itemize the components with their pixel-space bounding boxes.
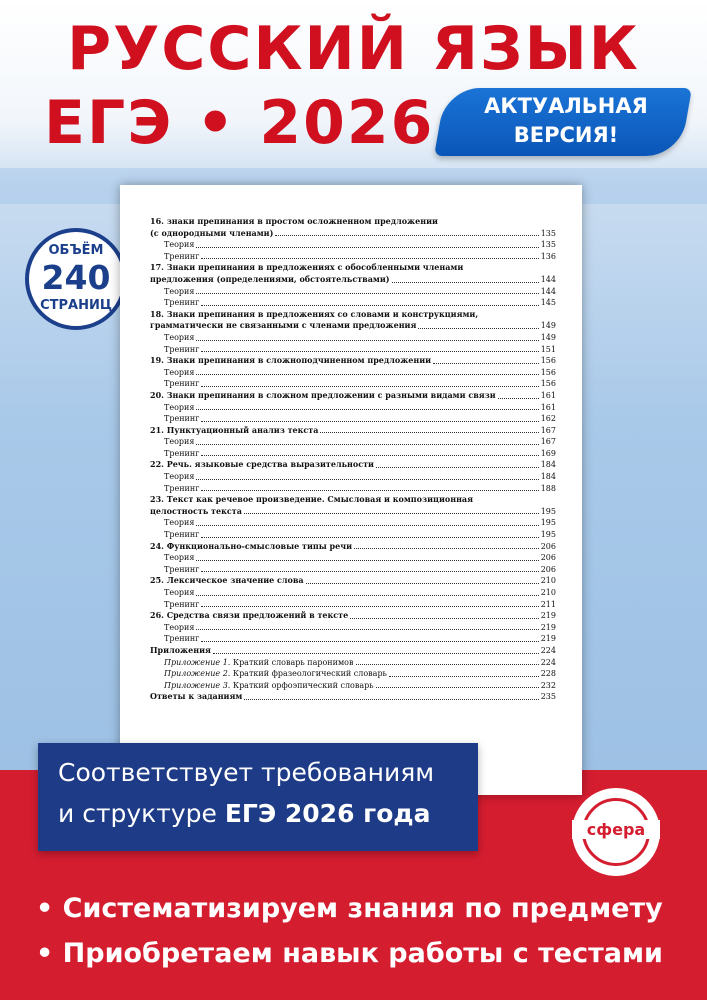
toc-page-number: 219 [540, 634, 556, 644]
toc-row [150, 541, 556, 553]
toc-leader-dots [196, 340, 538, 341]
toc-row [150, 390, 556, 402]
toc-entry-label: грамматически не связанными с членами предложения [150, 320, 417, 331]
toc-entry-label: целостность текста [150, 505, 242, 516]
toc-row [150, 286, 556, 298]
toc-entry-label: Тренинг [164, 298, 200, 308]
toc-row [150, 262, 556, 274]
toc-appendix-label: Приложение 3. [164, 680, 231, 690]
toc-row [150, 332, 556, 344]
toc-row [150, 633, 556, 645]
toc-leader-dots [201, 606, 538, 607]
toc-page-number: 219 [540, 611, 556, 621]
banner-exam-highlight: ЕГЭ 2026 года [224, 799, 431, 828]
toc-page-number: 167 [540, 425, 556, 435]
toc-row [150, 506, 556, 518]
compliance-banner [38, 743, 478, 851]
toc-row [150, 448, 556, 460]
toc-page-number: 224 [540, 657, 556, 667]
toc-appendix-title: Краткий орфоэпический словарь [230, 680, 374, 690]
toc-row [150, 599, 556, 611]
toc-entry-label: Тренинг [164, 634, 200, 644]
toc-leader-dots [320, 432, 538, 433]
toc-page-number: 149 [540, 332, 556, 342]
toc-page-number: 228 [540, 669, 556, 679]
toc-entry-label: 26. Средства связи предложений в тексте [150, 610, 349, 621]
toc-page-number: 232 [540, 680, 556, 690]
toc-page-number: 144 [540, 286, 556, 296]
toc-page-number: 210 [540, 576, 556, 586]
toc-entry-label: Теория [164, 472, 195, 482]
badge-line-1: АКТУАЛЬНАЯ [484, 94, 648, 118]
toc-row [150, 228, 556, 240]
feature-bullet-1: • Систематизируем знания по предмету [36, 893, 663, 924]
page-count-number: 240 [41, 258, 111, 297]
toc-entry-label: Тренинг [164, 379, 200, 389]
toc-entry-label [150, 668, 387, 680]
toc-appendix-title: Краткий фразеологический словарь [230, 669, 387, 679]
toc-page-number: 135 [540, 228, 556, 238]
toc-row [150, 680, 556, 692]
toc-page-number: 156 [540, 379, 556, 389]
toc-row [150, 320, 556, 332]
toc-page-number: 195 [540, 518, 556, 528]
toc-row [150, 436, 556, 448]
toc-row [150, 668, 556, 680]
toc-entry-label: Теория [164, 286, 195, 296]
feature-bullet-2: • Приобретаем навык работы с тестами [36, 938, 663, 969]
toc-row [150, 309, 556, 321]
toc-page-number: 195 [540, 530, 556, 540]
toc-row [150, 367, 556, 379]
toc-leader-dots [201, 258, 538, 259]
toc-leader-dots [196, 560, 538, 561]
banner-line-2-prefix: и структуре [58, 799, 225, 828]
toc-leader-dots [354, 548, 539, 549]
toc-entry-label: Теория [164, 437, 195, 447]
toc-leader-dots [433, 363, 539, 364]
toc-page-number: 167 [540, 437, 556, 447]
toc-page-number: 144 [540, 274, 556, 284]
toc-page-number: 149 [540, 321, 556, 331]
toc-leader-dots [356, 664, 539, 665]
toc-leader-dots [196, 247, 538, 248]
toc-page-number: 184 [540, 472, 556, 482]
toc-row [150, 610, 556, 622]
publisher-name: сфера [572, 820, 660, 839]
toc-entry-label: 23. Текст как речевое произведение. Смысловая и композиционная [150, 494, 474, 505]
banner-line-1: Соответствует требованиям [58, 758, 435, 787]
toc-entry-label: Теория [164, 332, 195, 342]
pages-label: СТРАНИЦ [40, 298, 112, 313]
toc-appendix-label: Приложение 2. [164, 669, 231, 679]
toc-leader-dots [376, 687, 539, 688]
toc-row [150, 297, 556, 309]
toc-leader-dots [201, 641, 538, 642]
toc-entry-label: Теория [164, 240, 195, 250]
toc-leader-dots [201, 386, 538, 387]
badge-text [456, 92, 676, 150]
toc-entry-label: Тренинг [164, 448, 200, 458]
toc-leader-dots [376, 467, 539, 468]
toc-entry-label [150, 657, 354, 669]
toc-entry-label: Ответы к заданиям [150, 691, 243, 702]
toc-leader-dots [275, 235, 538, 236]
volume-label: ОБЪЁМ [48, 243, 104, 258]
toc-row [150, 344, 556, 356]
toc-page-number: 206 [540, 564, 556, 574]
toc-row [150, 425, 556, 437]
toc-row [150, 552, 556, 564]
toc-row [150, 483, 556, 495]
toc-entry-label: Тренинг [164, 564, 200, 574]
toc-entry-label: Теория [164, 622, 195, 632]
toc-entry-label: Тренинг [164, 530, 200, 540]
publisher-logo [569, 785, 663, 879]
toc-leader-dots [196, 629, 538, 630]
toc-leader-dots [196, 444, 538, 445]
toc-entry-label: Тренинг [164, 483, 200, 493]
toc-page-number: 162 [540, 414, 556, 424]
toc-entry-label: 22. Речь. языковые средства выразительности [150, 459, 374, 470]
toc-leader-dots [201, 490, 538, 491]
toc-page-number: 210 [540, 588, 556, 597]
toc-entry-label: Теория [164, 588, 195, 597]
toc-page-number: 169 [540, 448, 556, 458]
toc-page-number: 206 [540, 553, 556, 563]
toc-leader-dots [201, 351, 538, 352]
toc-leader-dots [244, 513, 539, 514]
toc-entry-label: 16. знаки препинания в простом осложненном предложении [150, 216, 438, 226]
toc-page-number: 206 [540, 541, 556, 551]
contents-page-preview [120, 185, 582, 795]
toc-row [150, 378, 556, 390]
toc-appendix-label: Приложение 1. [164, 657, 231, 667]
book-title: РУССКИЙ ЯЗЫК [67, 14, 640, 84]
toc-leader-dots [201, 421, 538, 422]
toc-leader-dots [201, 571, 538, 572]
toc-page-number: 135 [540, 240, 556, 250]
toc-row [150, 471, 556, 483]
toc-page-number: 224 [540, 645, 556, 655]
page-count-seal [25, 228, 127, 330]
toc-page-number: 145 [540, 298, 556, 308]
toc-entry-label: 17. Знаки препинания в предложениях с обособленными членами [150, 262, 464, 273]
toc-page-number: 156 [540, 356, 556, 366]
toc-row [150, 645, 556, 657]
toc-page-number: 235 [540, 692, 556, 702]
toc-entry-label: Тренинг [164, 414, 200, 424]
toc-entry-label: Теория [164, 553, 195, 563]
toc-leader-dots [201, 305, 538, 306]
toc-leader-dots [213, 653, 539, 654]
toc-entry-label: Приложения [150, 644, 211, 655]
toc-row [150, 529, 556, 541]
toc-row [150, 274, 556, 286]
badge-line-2: ВЕРСИЯ! [513, 123, 619, 147]
toc-page-number: 161 [540, 402, 556, 412]
toc-leader-dots [196, 479, 538, 480]
toc-page-number: 211 [540, 599, 556, 609]
toc-row [150, 691, 556, 703]
banner-line-2 [58, 799, 430, 828]
toc-entry-label: Теория [164, 518, 195, 528]
toc-leader-dots [201, 537, 538, 538]
toc-row [150, 459, 556, 471]
toc-page-number: 219 [540, 622, 556, 632]
toc-leader-dots [306, 583, 539, 584]
toc-leader-dots [498, 398, 539, 399]
toc-leader-dots [196, 595, 538, 596]
toc-page-number: 195 [540, 506, 556, 516]
toc-leader-dots [389, 676, 539, 677]
toc-leader-dots [418, 328, 538, 329]
toc-entry-label: Теория [164, 402, 195, 412]
toc-row [150, 517, 556, 529]
toc-row [150, 657, 556, 669]
toc-entry-label: (с однородными членами) [150, 227, 274, 238]
toc-row [150, 413, 556, 425]
toc-row [150, 494, 556, 506]
toc-row [150, 355, 556, 367]
toc-leader-dots [196, 293, 538, 294]
toc-row [150, 402, 556, 414]
toc-entry-label: предложения (определениями, обстоятельствами) [150, 273, 390, 284]
toc-row [150, 239, 556, 251]
toc-row [150, 251, 556, 263]
toc-entry-label: 21. Пунктуационный анализ текста [150, 424, 319, 435]
toc-row [150, 216, 556, 228]
toc-entry-label: 19. Знаки препинания в сложноподчиненном предложении [150, 355, 432, 366]
toc-page-number: 151 [540, 344, 556, 354]
toc-leader-dots [244, 699, 538, 700]
toc-entry-label: Тренинг [164, 251, 200, 261]
toc-appendix-title: Краткий словарь паронимов [230, 657, 354, 667]
toc-page-number: 136 [540, 251, 556, 261]
exam-year-title: ЕГЭ • 2026 [44, 88, 435, 158]
toc-entry-label: 24. Функционально-смысловые типы речи [150, 540, 353, 551]
toc-row [150, 587, 556, 599]
toc-leader-dots [392, 282, 539, 283]
toc-entry-label: Тренинг [164, 599, 200, 609]
table-of-contents [150, 216, 556, 703]
toc-entry-label: Тренинг [164, 344, 200, 354]
toc-row [150, 564, 556, 576]
toc-page-number: 161 [540, 390, 556, 400]
toc-entry-label: Теория [164, 367, 195, 377]
toc-entry-label: 18. Знаки препинания в предложениях со словами и конструкциями, [150, 308, 479, 319]
toc-entry-label: 25. Лексическое значение слова [150, 575, 304, 586]
toc-page-number: 184 [540, 460, 556, 470]
toc-entry-label [150, 680, 374, 692]
toc-leader-dots [196, 409, 538, 410]
toc-leader-dots [201, 455, 538, 456]
toc-entry-label: 20. Знаки препинания в сложном предложении с разными видами связи [150, 389, 496, 400]
toc-page-number: 156 [540, 367, 556, 377]
toc-row [150, 575, 556, 587]
toc-page-number: 188 [540, 483, 556, 493]
toc-leader-dots [196, 374, 538, 375]
toc-leader-dots [196, 525, 538, 526]
toc-leader-dots [350, 618, 539, 619]
toc-row [150, 622, 556, 634]
